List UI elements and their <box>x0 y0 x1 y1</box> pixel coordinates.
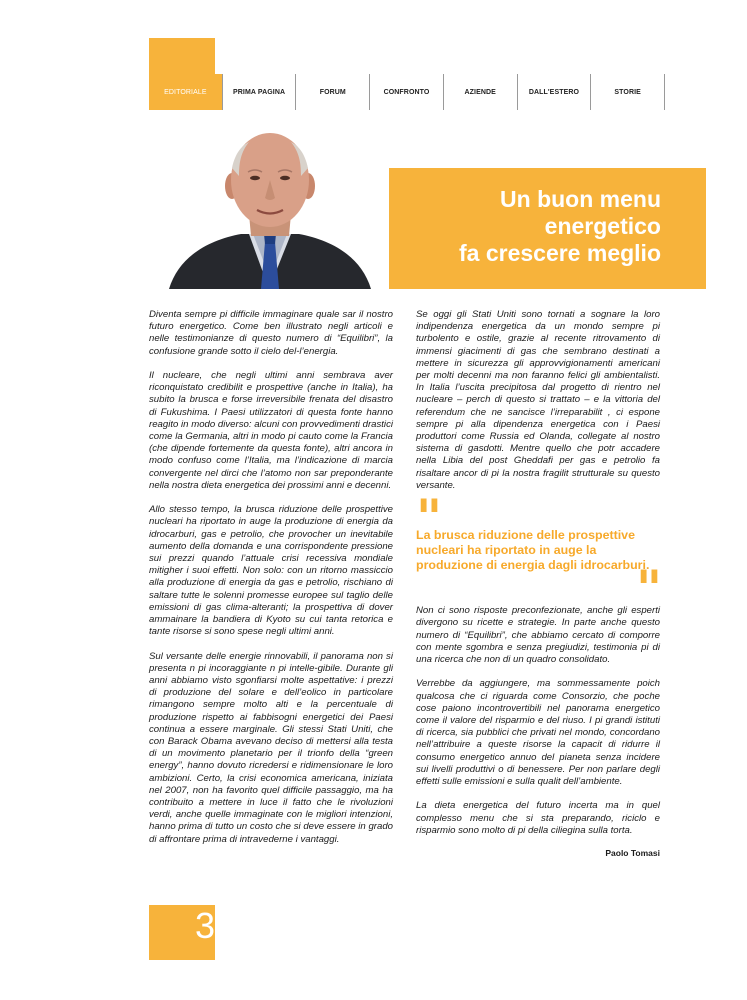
article-paragraph: La dieta energetica del futuro incerta ma in quel complesso menu che si sta preparando, riciclo e risparmio sono molto di pi della ciliegina sulla torta. <box>416 800 660 836</box>
article-paragraph: Il nucleare, che negli ultimi anni sembrava aver riconquistato credibilit e prospettive (anche in Italia), ha subito la brusca e forse irreversibile frenata del disastro di Fukushima. I Paesi utilizzatori di questa fonte hanno reagito in modo diverso: alcuni con provvedimenti drastici come la Germania, altri in modo pi cauto come la Francia (che dipende fortemente da questa fonte), altri ancora in modo confuso come l’Italia, ma l’indicazione di marcia convergente nel dirci che l’atomo non sar preponderante nella nostra dieta energetica dei prossimi anni e decenni. <box>149 370 393 491</box>
article-paragraph: Diventa sempre pi difficile immaginare quale sar il nostro futuro energetico. Come ben illustrato negli articoli e nelle testimonianze di questo numero di “Equilibri”, la confusione grande sotto il cielo del-l’energia. <box>149 309 393 357</box>
nav-item-storie[interactable]: STORIE <box>590 74 665 110</box>
headline-line-2: energetico <box>544 213 661 239</box>
nav-item-confronto[interactable]: CONFRONTO <box>369 74 443 110</box>
author-portrait <box>149 118 389 289</box>
pull-quote-block <box>416 489 660 619</box>
article-column-left <box>149 309 393 858</box>
headline-line-1: Un buon menu <box>500 186 661 212</box>
article-column-right <box>416 309 660 859</box>
section-nav <box>149 74 665 110</box>
article-paragraph: Se oggi gli Stati Uniti sono tornati a sognare la loro indipendenza energetica da un mondo sempre pi turbolento e ostile, grazie al recente ritrovamento di immensi giacimenti di gas che sembrano destinati a mettere in sicurezza gli approvvigionamenti americani per molti decenni ma non faranno felici gli ambientalisti. In Italia l’uscita precipitosa dal progetto di rientro nel nucleare – perch di questo si trattato – e la vittoria del referendum che ne sancisce l’irreparabilit , ci espone sempre pi alla dipendenza energetica con i Paesi produttori come Russia ed Olanda, collegate al nostro sistema di gasdotti. Mentre quello che potr accadere nella Libia del post Gheddafi per gas e petrolio fa risaltare ancor di pi la nostra fragilit strutturale su questo versante. <box>416 309 660 491</box>
article-paragraph: Non ci sono risposte preconfezionate, anche gli esperti divergono su ricette e strategie. In parte anche questo numero di “Equilibri”, che abbiamo cercato di comporre con mente sgombra e senza pregiudizi, testimonia pi di una ricerca che non di un quadro consolidato. <box>416 605 660 666</box>
close-quote-icon: " <box>635 560 654 619</box>
nav-item-editoriale[interactable]: EDITORIALE <box>149 74 222 110</box>
nav-item-dallestero[interactable]: DALL'ESTERO <box>517 74 591 110</box>
headline-banner <box>358 168 706 289</box>
page-title <box>459 186 661 267</box>
article-paragraph: Allo stesso tempo, la brusca riduzione delle prospettive nucleari ha riportato in auge la produzione di energia da idrocarburi, gas e petrolio, che provocher un inevitabile aumento della domanda e una corrispondente pressione sui prezzi quando l’attuale crisi recessiva mondiale mitigher i suoi effetti. Non solo: con un ritorno massiccio alla produzione di energia da gas e petrolio, rischiano di saltare tutte le solenni promesse europee sul taglio delle emissioni di gas clima-alteranti; la prospettiva di dover ammainare la bandiera di Kyoto su cui tanta retorica e tante risorse si sono spese negli ultimi anni. <box>149 504 393 638</box>
page-number: 3 <box>194 905 215 946</box>
nav-item-forum[interactable]: FORUM <box>295 74 369 110</box>
pull-quote: La brusca riduzione delle prospettive nucleari ha riportato in auge la produzione di energia dagli idrocarburi. <box>416 528 650 573</box>
nav-item-prima-pagina[interactable]: PRIMA PAGINA <box>222 74 296 110</box>
open-quote-icon: " <box>416 489 435 548</box>
author-signature: Paolo Tomasi <box>605 848 660 859</box>
nav-item-aziende[interactable]: AZIENDE <box>443 74 517 110</box>
headline-line-3: fa crescere meglio <box>458 240 661 266</box>
article-paragraph: Sul versante delle energie rinnovabili, il panorama non si presenta n pi incoraggiante n pi intelle-gibile. Durante gli anni abbiamo visto sgonfiarsi molte aspettative: i prezzi di produzione del solare e dell’eolico in particolare rimangono sempre molto alti e la percentuale di produzione rispetto ai fabbisogni energetici dei Paesi continua a essere marginale. Gli stessi Stati Uniti, che con Barack Obama avevano deciso di mettersi alla testa di un movimento planetario per il trionfo della “green energy”, hanno dovuto ricredersi e ridimensionare le loro ambizioni. Certo, la crisi economica americana, iniziata nel 2007, non ha favorito quel difficile passaggio, ma ha contribuito a mettere in luce il fatto che le rivoluzioni verdi, anche quelle immaginate con le migliori intenzioni, hanno prima di tutto un costo che si deve essere in grado di affrontare prima di intravederne i vantaggi. <box>149 650 393 845</box>
article-paragraph: Verrebbe da aggiungere, ma sommessamente poich qualcosa che ci riguarda come Consorzio, che poche cose paiono incontrovertibili nel panorama energetico come il valore del risparmio e del riuso. I pi grandi istituti di ricerca, sia pubblici che privati nel mondo, concordano nell’attribuire a queste risorse la capacit di ridurre il consumo energetico annuo del pianeta senza incidere sui livelli produttivi o di benessere. Per non parlare degli effetti sulle emissioni e sulla qualit dell’ambiente. <box>416 678 660 788</box>
page-number-box <box>149 905 215 960</box>
